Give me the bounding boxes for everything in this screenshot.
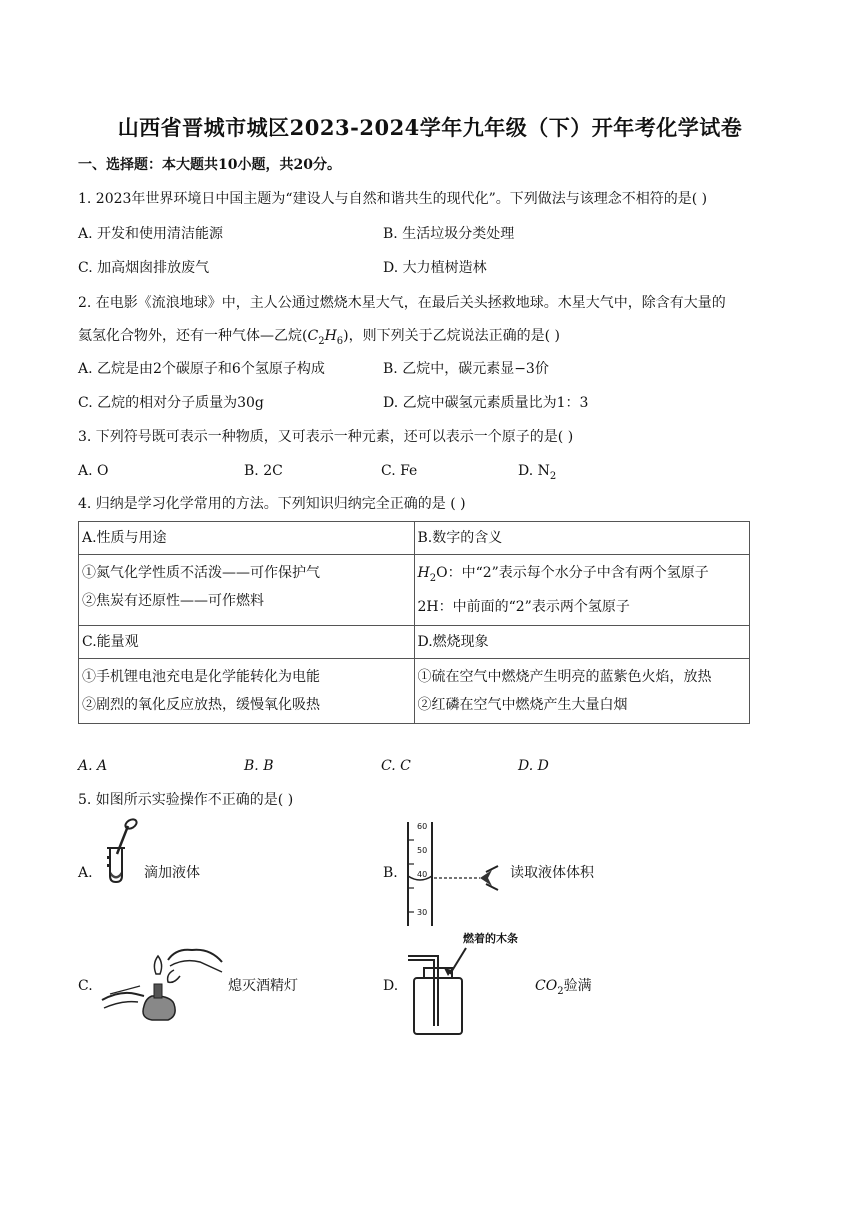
formula-sub: 2 <box>318 335 325 347</box>
q2-stem-text: )，则下列关于乙烷说法正确的是( ) <box>343 328 560 344</box>
q5-option-b-letter: B. <box>383 865 398 881</box>
q5-option-d-text: 验满 <box>563 978 592 994</box>
q4-stem: 4. 归纳是学习化学常用的方法。下列知识归纳完全正确的是 ( ) <box>78 496 466 512</box>
q3-option-d <box>518 461 556 487</box>
table-cell-b-head: B.数字的含义 <box>414 522 750 555</box>
table-cell-line: ①氮气化学性质不活泼——可作保护气 <box>82 565 320 581</box>
gas-bottle-burning-stick-icon <box>404 946 484 1038</box>
q5-stem: 5. 如图所示实验操作不正确的是( ) <box>78 792 294 808</box>
table-cell-line <box>418 559 747 593</box>
q5-option-c-letter: C. <box>78 978 93 994</box>
table-cell-a-head: A.性质与用途 <box>79 522 415 555</box>
formula-h: H <box>324 328 337 344</box>
table-cell-line: ①硫在空气中燃烧产生明亮的蓝紫色火焰，放热 <box>417 668 712 685</box>
formula-h: H <box>417 565 430 581</box>
q4-knowledge-table <box>78 521 750 724</box>
table-row <box>79 658 750 723</box>
section-heading: 一、选择题：本大题共10小题，共20分。 <box>78 157 341 173</box>
q1-stem: 1. 2023年世界环境日中国主题为“建设人与自然和谐共生的现代化”。下列做法与该理念不相符的是( ) <box>78 191 708 207</box>
table-row <box>79 555 750 626</box>
q3-option-b: B. 2C <box>244 463 283 479</box>
table-cell-b-body <box>414 555 750 626</box>
formula-sub: 2 <box>429 572 437 584</box>
q5-option-d-letter: D. <box>383 978 399 994</box>
alcohol-lamp-hands-icon <box>100 944 224 1024</box>
table-cell-d-body <box>414 658 750 723</box>
q2-stem-line1: 2. 在电影《流浪地球》中，主人公通过燃烧木星大气，在最后关头拯救地球。木星大气中，除含有大量的 <box>78 295 726 311</box>
q5-option-a-letter: A. <box>78 865 93 881</box>
table-cell-a-body <box>79 555 415 626</box>
q4-option-c: C. C <box>381 758 411 774</box>
table-cell-c-head: C.能量观 <box>79 625 415 658</box>
burning-stick-caption: 燃着的木条 <box>463 932 518 945</box>
q2-stem-line2 <box>78 326 560 352</box>
cylinder-tick-60: 60 <box>417 822 428 831</box>
table-row <box>79 522 750 555</box>
dropper-test-tube-icon <box>98 818 140 884</box>
cylinder-tick-40: 40 <box>417 870 428 879</box>
table-cell-d-head: D.燃烧现象 <box>414 625 750 658</box>
q5-option-a-label: 滴加液体 <box>144 865 200 881</box>
q4-option-a: A. A <box>78 758 108 774</box>
formula-co: CO <box>535 978 558 994</box>
q3-option-d-sub: 2 <box>549 470 557 482</box>
table-cell-line: 2H：中前面的“2”表示两个氢原子 <box>417 598 630 615</box>
formula-c: C <box>307 328 319 344</box>
q2-option-d: D. 乙烷中碳氢元素质量比为1：3 <box>383 395 589 411</box>
q3-option-d-text: D. N <box>518 463 550 479</box>
table-cell-line: ②剧烈的氧化反应放热，缓慢氧化吸热 <box>82 696 320 713</box>
q1-option-d: D. 大力植树造林 <box>383 260 487 276</box>
q3-option-c: C. Fe <box>381 463 418 479</box>
q1-option-c: C. 加高烟囱排放废气 <box>78 260 210 276</box>
q2-option-c: C. 乙烷的相对分子质量为30g <box>78 395 264 411</box>
table-cell-text: O：中“2”表示每个水分子中含有两个氢原子 <box>436 565 709 581</box>
formula-sub: 2 <box>557 985 564 997</box>
q3-stem: 3. 下列符号既可表示一种物质，又可表示一种元素，还可以表示一个原子的是( ) <box>78 429 574 445</box>
q5-option-c-label: 熄灭酒精灯 <box>228 978 298 994</box>
q2-option-a: A. 乙烷是由2个碳原子和6个氢原子构成 <box>78 361 325 377</box>
cylinder-tick-50: 50 <box>417 846 428 855</box>
table-row <box>79 625 750 658</box>
q5-option-d-label <box>535 976 592 1002</box>
q2-option-b: B. 乙烷中，碳元素显−3价 <box>383 361 549 377</box>
table-cell-line: ①手机锂电池充电是化学能转化为电能 <box>82 668 320 685</box>
cylinder-tick-30: 30 <box>417 908 428 917</box>
formula-sub: 6 <box>336 335 344 347</box>
q5-option-b-label: 读取液体体积 <box>510 865 594 881</box>
q1-option-a: A. 开发和使用清洁能源 <box>78 226 224 242</box>
table-cell-c-body <box>79 658 415 723</box>
page-title: 山西省晋城市城区2023-2024学年九年级（下）开年考化学试卷 <box>117 115 743 140</box>
q4-option-b: B. B <box>244 758 274 774</box>
table-cell-line: ②红磷在空气中燃烧产生大量白烟 <box>417 696 628 713</box>
table-cell-line: ②焦炭有还原性——可作燃料 <box>82 593 264 609</box>
q2-stem-text: 氦氢化合物外，还有一种气体—乙烷( <box>78 328 308 344</box>
q4-option-d: D. D <box>518 758 549 774</box>
q3-option-a: A. O <box>78 463 109 479</box>
q1-option-b: B. 生活垃圾分类处理 <box>383 226 515 242</box>
